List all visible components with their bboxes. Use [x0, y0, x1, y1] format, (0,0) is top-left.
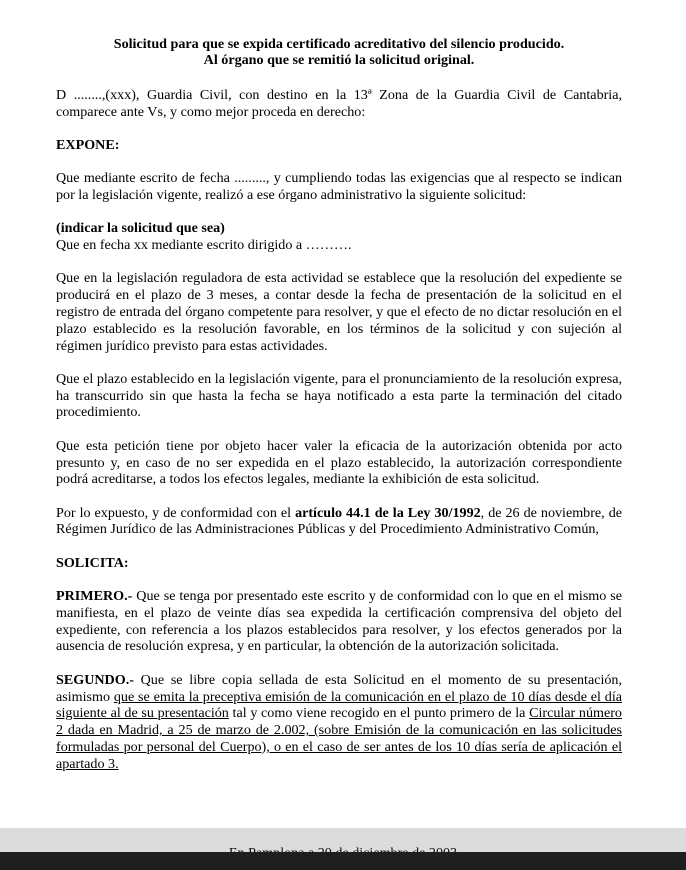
paragraph-por-lo-expuesto [56, 505, 622, 539]
primero-label: PRIMERO.- [56, 588, 133, 605]
segundo-paragraph [56, 672, 622, 773]
segundo-underlined-1: que se emita la preceptiva emisión de la comunicación en el plazo de 10 días desde el día siguiente al de su presentación [56, 688, 623, 722]
p5-text-before: Por lo expuesto, y de conformidad con el [56, 504, 296, 521]
segundo-underlined-2: Circular número 2 dada en Madrid, a 25 de marzo de 2.002, (sobre Emisión de la comunicación en las solicitudes formuladas por personal del Cuerpo), o en el caso de ser antes de los 10 días sería de aplicación el apartado 3. [56, 705, 622, 772]
segundo-text-1: Que se libre copia sellada de esta Solicitud en el momento de su presentación, asimismo [56, 671, 622, 705]
primero-paragraph [56, 588, 622, 655]
segundo-label: SEGUNDO.- [56, 671, 134, 688]
solicita-heading: SOLICITA: [56, 554, 129, 571]
segundo-text-2: tal y como viene recogido en el punto primero de la [228, 705, 530, 722]
expone-heading: EXPONE: [56, 136, 120, 153]
indicar-heading: (indicar la solicitud que sea) [56, 220, 225, 237]
title-line-1: Solicitud para que se expida certificado acreditativo del silencio producido. [113, 36, 565, 52]
document-body [56, 36, 622, 773]
paragraph-legislacion: Que en la legislación reguladora de esta actividad se establece que la resolución del expediente se producirá en el plazo de 3 meses, a contar desde la fecha de presentación de la solicitud en el registro de entrada del órgano competente para resolver, y que el efecto de no dictar resolución en el plazo establecido es la resolución favorable, en los términos de la solicitud y con sujeción al régimen jurídico previsto para estas actividades. [56, 270, 622, 354]
document-title [56, 36, 622, 69]
p5-article-reference: artículo 44.1 de la Ley 30/1992 [295, 504, 481, 521]
viewer-bottom-bar [0, 852, 686, 870]
p5-text-after: , de 26 de noviembre, de Régimen Jurídico de las Administraciones Públicas y del Procedimiento Administrativo Común, [56, 504, 622, 538]
paragraph-peticion: Que esta petición tiene por objeto hacer valer la eficacia de la autorización obtenida por acto presunto y, en caso de no ser expedida en el plazo establecido, la autorización correspondiente podrá acreditarse, a todos los efectos legales, mediante la exhibición de esta solicitud. [56, 437, 622, 488]
paragraph-escrito: Que mediante escrito de fecha ........., y cumpliendo todas las exigencias que al respecto se indican por la legislación vigente, realizó a ese órgano administrativo la siguiente solicitud: [56, 170, 622, 203]
indicar-text: Que en fecha xx mediante escrito dirigido a ………. [56, 237, 352, 254]
page-separator-band [0, 828, 686, 852]
primero-text: Que se tenga por presentado este escrito y de conformidad con lo que en el mismo se manifiesta, en el plazo de veinte días sea expedida la certificación comprensiva del objeto del expediente, con referencia a los plazos establecidos para resolver, y los efectos generados por la ausencia de resolución expresa, y en particular, la obtención de la autorización solicitada. [56, 588, 622, 655]
title-line-2: Al órgano que se remitió la solicitud original. [203, 52, 475, 69]
intro-paragraph: D ........,(xxx), Guardia Civil, con destino en la 13ª Zona de la Guardia Civil de Cantabria, comparece ante Vs, y como mejor proceda en derecho: [56, 86, 622, 120]
paragraph-plazo: Que el plazo establecido en la legislación vigente, para el pronunciamiento de la resolución expresa, ha transcurrido sin que hasta la fecha se haya notificado a esta parte la terminación del citado procedimiento. [56, 370, 622, 421]
